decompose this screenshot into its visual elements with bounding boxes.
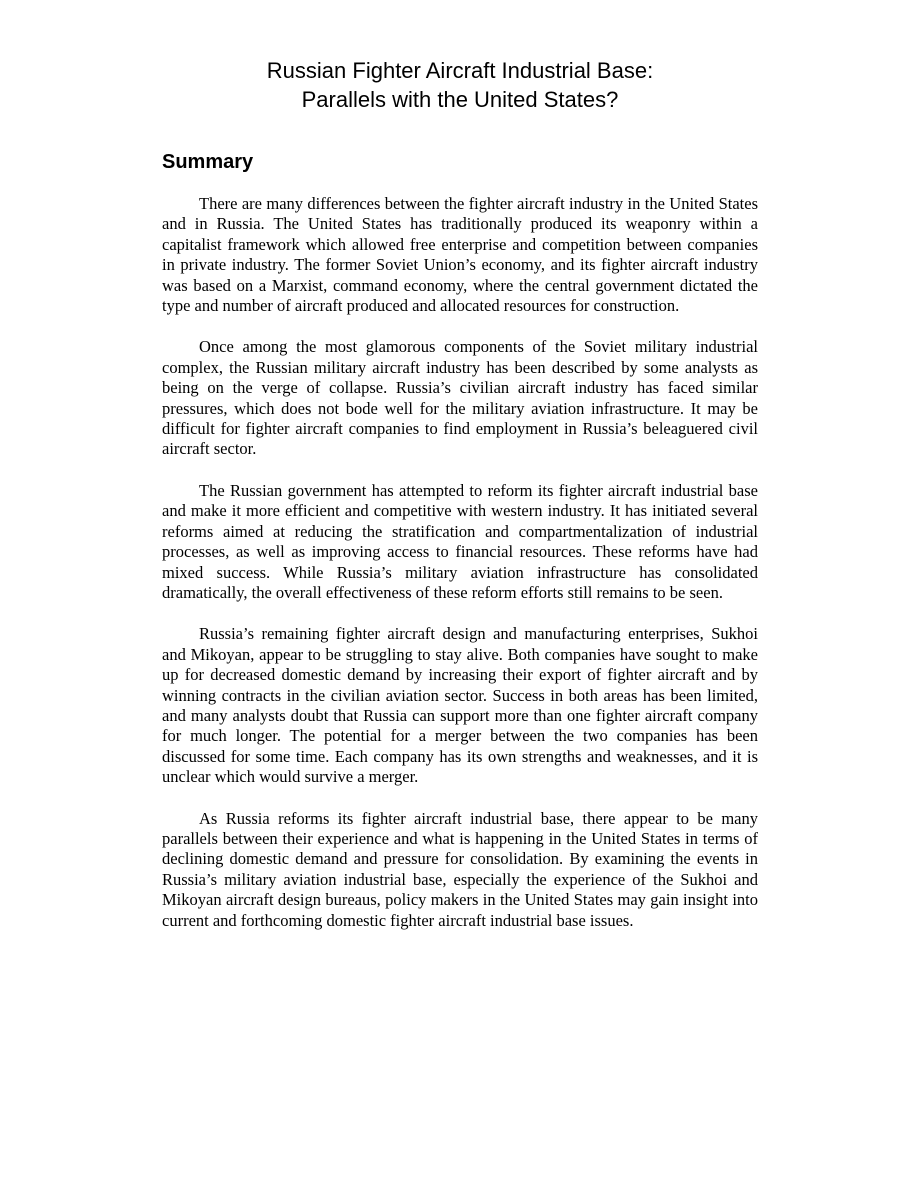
document-title <box>0 56 920 114</box>
title-line-1: Russian Fighter Aircraft Industrial Base: <box>266 58 654 83</box>
section-heading-summary: Summary <box>162 151 254 173</box>
summary-paragraph-1: There are many differences between the fighter aircraft industry in the United States and in Russia. The United States has traditionally produced its weaponry within a capitalist framework which allowed free enterprise and competition between companies in private industry. The former Soviet Union’s economy, and its fighter aircraft industry was based on a Marxist, command economy, where the central government dictated the type and number of aircraft produced and allocated resources for construction. <box>162 194 758 316</box>
title-line-2: Parallels with the United States? <box>301 87 619 112</box>
summary-paragraph-4: Russia’s remaining fighter aircraft design and manufacturing enterprises, Sukhoi and Mikoyan, appear to be struggling to stay alive. Both companies have sought to make up for decreased domestic demand by increasing their export of fighter aircraft and by winning contracts in the civilian aviation sector. Success in both areas has been limited, and many analysts doubt that Russia can support more than one fighter aircraft company for much longer. The potential for a merger between the two companies has been discussed for some time. Each company has its own strengths and weaknesses, and it is unclear which would survive a merger. <box>162 624 758 787</box>
summary-paragraph-2: Once among the most glamorous components of the Soviet military industrial complex, the Russian military aircraft industry has been described by some analysts as being on the verge of collapse. Russia’s civilian aircraft industry has faced similar pressures, which does not bode well for the military aviation infrastructure. It may be difficult for fighter aircraft companies to find employment in Russia’s beleaguered civil aircraft sector. <box>162 337 758 459</box>
summary-paragraph-3: The Russian government has attempted to reform its fighter aircraft industrial base and make it more efficient and competitive with western industry. It has initiated several reforms aimed at reducing the stratification and compartmentalization of industrial processes, as well as improving access to financial resources. These reforms have had mixed success. While Russia’s military aviation infrastructure has consolidated dramatically, the overall effectiveness of these reform efforts still remains to be seen. <box>162 480 758 602</box>
summary-body <box>162 194 758 952</box>
summary-paragraph-5: As Russia reforms its fighter aircraft industrial base, there appear to be many parallels between their experience and what is happening in the United States in terms of declining domestic demand and pressure for consolidation. By examining the events in Russia’s military aviation industrial base, especially the experience of the Sukhoi and Mikoyan aircraft design bureaus, policy makers in the United States may gain insight into current and forthcoming domestic fighter aircraft industrial base issues. <box>162 808 758 930</box>
